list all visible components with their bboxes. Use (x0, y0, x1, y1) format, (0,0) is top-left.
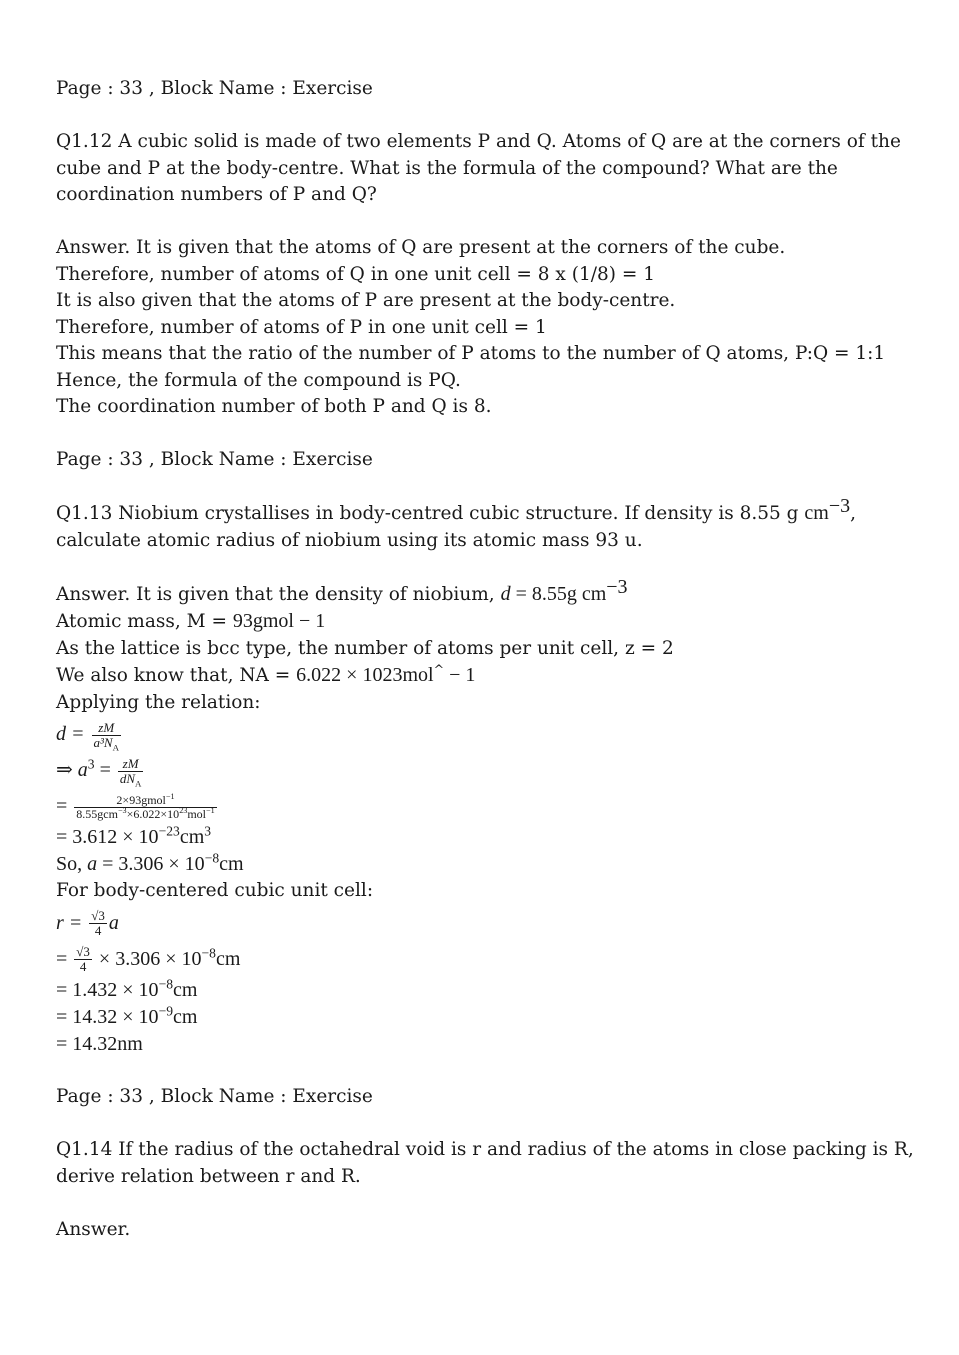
equation: r = $\frac{√3}{4}$ a (56, 908, 119, 939)
fraction: $\frac{2\times 93gmol^{-1}}{8.55gcm^{-3}\times 6.022\times 10^{23}mol^{-1}}$ (76, 791, 215, 821)
answer-line: Therefore, number of atoms of P in one unit cell = 1 (56, 316, 547, 338)
answer-line: It is also given that the atoms of P are present at the body-centre. (56, 290, 676, 311)
equation: d = $\frac{zM}{a^3N_A}$ (56, 719, 119, 753)
equation: ⇒ $a^3$ = $\frac{zM}{dN_A}$ (56, 755, 142, 789)
fraction: $\frac{zM}{a^3N_A}$ (93, 719, 119, 753)
answer-line: Hence, the formula of the compound is PQ. (56, 369, 461, 391)
page-header: Page : 33 , Block Name : Exercise (56, 78, 373, 99)
answer-line: Answer. (56, 1218, 131, 1240)
equation: = $\frac{2\times 93gmol^{-1}}{8.55gcm^{-3}\times 6.022\times 10^{23}mol^{-1}}$ (56, 791, 215, 821)
answer-line: Applying the relation: (56, 691, 261, 713)
answer-line: Therefore, number of atoms of Q in one unit cell = 8 x (1/8) = 1 (56, 263, 655, 285)
answer-line: As the lattice is bcc type, the number of atoms per unit cell, z = 2 (56, 637, 674, 659)
equation: = $1.432 \times 10^{-8}cm$ (56, 975, 198, 1001)
document-body (56, 76, 916, 1243)
question-text: Q1.12 A cubic solid is made of two elements P and Q. Atoms of Q are at the corners of the cube and P at the body-centre. What is the formula of the compound? What are the coordination numbers of P and Q? (56, 131, 901, 205)
answer-line: This means that the ratio of the number of P atoms to the number of Q atoms, P:Q = 1:1 (56, 343, 886, 364)
equation: = $3.612 \times 10^{-23}cm^3$ (56, 823, 212, 848)
equation: = 14.32nm (56, 1032, 143, 1055)
equation: = $\frac{√3}{4}$ × $3.306 \times 10^{-8}cm$ (56, 944, 241, 975)
equation: So, $a = 3.306 \times 10^{-8}cm$ (56, 850, 244, 875)
question-text: Q1.14 If the radius of the octahedral void is r and radius of the atoms in close packing is R, derive relation between r and R. (56, 1139, 914, 1187)
page-header: Page : 33 , Block Name : Exercise (56, 1086, 373, 1107)
fraction: $\frac{√3}{4}$ (76, 944, 90, 975)
fraction: $\frac{√3}{4}$ (91, 908, 105, 939)
answer-line: We also know that, NA = 6.022 × 1023mol^ − 1 (56, 661, 476, 686)
answer-line: The coordination number of both P and Q is 8. (56, 396, 492, 417)
answer-line: Answer. It is given that the density of niobium, d = 8.55g $cm^{-3}$ (56, 575, 628, 605)
answer-line: For body-centered cubic unit cell: (56, 880, 374, 901)
equation: = $14.32 \times 10^{-9}cm$ (56, 1002, 198, 1028)
answer-line: Answer. It is given that the atoms of Q are present at the corners of the cube. (56, 237, 786, 258)
page-header: Page : 33 , Block Name : Exercise (56, 449, 373, 470)
answer-line: Atomic mass, M = 93gmol − 1 (56, 610, 326, 632)
question-text: Q1.13 Niobium crystallises in body-centred cubic structure. If density is 8.55 g $cm^{-3}$, calculate atomic radius of niobium using its atomic mass 93 u. (56, 494, 857, 551)
fraction: $\frac{zM}{dN_A}$ (119, 755, 142, 789)
